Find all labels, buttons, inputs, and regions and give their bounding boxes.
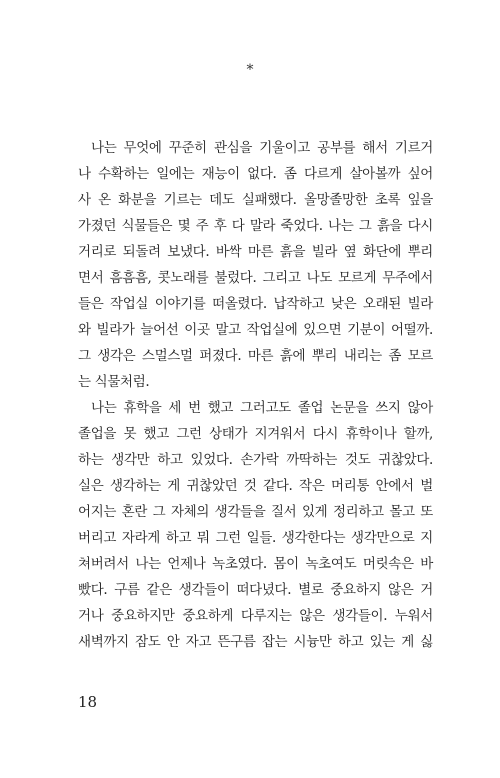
text-line: 면서 흠흠흠, 콧노래를 불렀다. 그리고 나도 모르게 무주에서 [78,270,433,286]
text-line: 는 식물처럼. [78,374,150,390]
text-line: 나는 무엇에 꾸준히 관심을 기울이고 공부를 해서 기르거 [91,140,433,156]
text-line: 거나 중요하지만 중요하게 다루지는 않은 생각들이. 누워서 [78,608,433,624]
text-line: 버리고 자라게 하고 뭐 그런 일들. 생각한다는 생각만으로 지 [78,530,433,546]
text-line: 그 생각은 스멀스멀 퍼졌다. 마른 흙에 뿌리 내리는 좀 모르 [78,348,433,364]
text-line: 새벽까지 잠도 안 자고 뜬구름 잡는 시늉만 하고 있는 게 싫 [78,634,433,650]
text-line: 거리로 되돌려 보냈다. 바싹 마른 흙을 빌라 옆 화단에 뿌리 [78,244,433,260]
text-line: 사 온 화분을 기르는 데도 실패했다. 올망졸망한 초록 잎을 [78,192,433,208]
text-line: 졸업을 못 했고 그런 상태가 지겨워서 다시 휴학이나 할까, [78,426,433,442]
text-line: 나 수확하는 일에는 재능이 없다. 좀 다르게 살아볼까 싶어 [78,166,433,182]
page-number: 18 [78,693,98,711]
text-line: 나는 휴학을 세 번 했고 그러고도 졸업 논문을 쓰지 않아 [91,400,433,416]
text-line: 실은 생각하는 게 귀찮았던 것 같다. 작은 머리통 안에서 벌 [78,478,433,494]
text-line: 와 빌라가 늘어선 이곳 말고 작업실에 있으면 기분이 어떨까. [78,322,433,338]
text-line: 가졌던 식물들은 몇 주 후 다 말라 죽었다. 나는 그 흙을 다시 [78,218,433,234]
section-divider-asterisk: * [246,62,254,78]
text-line: 어지는 혼란 그 자체의 생각들을 질서 있게 정리하고 몰고 또 [78,504,433,520]
text-line: 쳐버려서 나는 언제나 녹초였다. 몸이 녹초여도 머릿속은 바 [78,556,433,572]
text-line: 하는 생각만 하고 있었다. 손가락 까딱하는 것도 귀찮았다. [78,452,433,468]
text-line: 들은 작업실 이야기를 떠올렸다. 납작하고 낮은 오래된 빌라 [78,296,433,312]
text-line: 빴다. 구름 같은 생각들이 떠다녔다. 별로 중요하지 않은 거 [78,582,433,598]
